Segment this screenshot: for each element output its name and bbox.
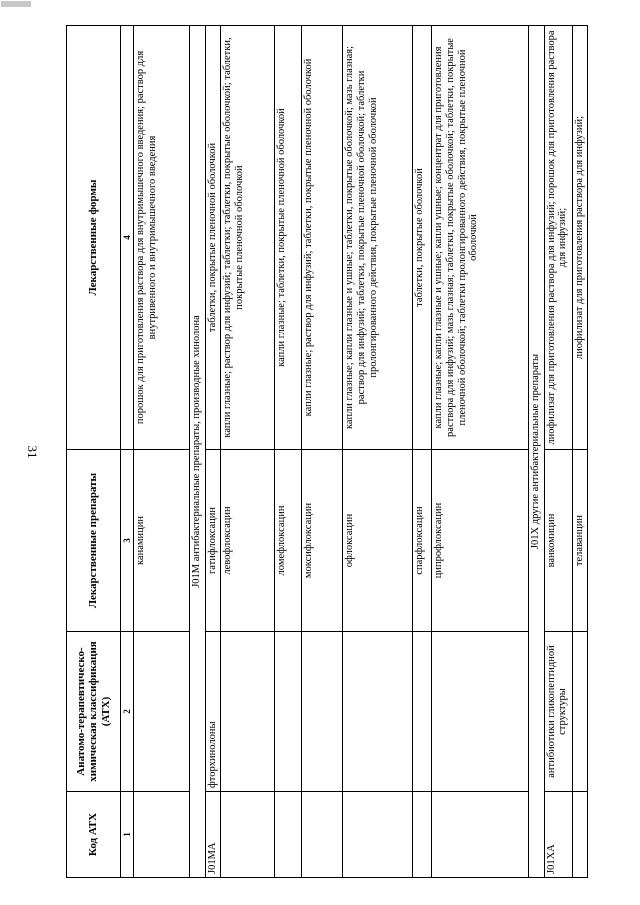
header-classification: Анатомо-терапевтическо-химическая классификация (АТХ) — [67, 632, 121, 792]
form-cell: порошок для приготовления раствора для внутримышечного введения; раствор для внутривенного и внутримышечного введения — [134, 26, 190, 450]
table-row — [134, 26, 190, 878]
table-row — [220, 26, 274, 878]
table-row — [572, 26, 587, 878]
drug-cell: ципрофлоксацин — [432, 450, 529, 632]
code-cell — [343, 792, 413, 878]
form-cell: капли глазные; капли глазные и ушные; таблетки, покрытые оболочкой; мазь глазная; раствор для инфузий; таблетки, покрытые пленочной оболочкой; таблетки пролонгированного действия, покрытые пленочной оболочкой — [343, 26, 413, 450]
section-title: J01M антибактериальные препараты, производные хинолона — [190, 26, 205, 878]
header-row — [67, 26, 121, 878]
drug-cell: спарфлоксацин — [413, 450, 432, 632]
classification-cell — [301, 632, 342, 792]
atc-table — [66, 25, 588, 878]
section-title: J01X другие антибактериальные препараты — [529, 26, 544, 878]
classification-cell: антибиотики гликопептидной структуры — [544, 632, 572, 792]
drug-cell: левофлоксацин — [220, 450, 274, 632]
column-number: 4 — [120, 26, 134, 450]
classification-cell — [134, 632, 190, 792]
page-number: 31 — [25, 445, 40, 459]
drug-cell: офлоксацин — [343, 450, 413, 632]
classification-cell: фторхинолоны — [205, 632, 220, 792]
code-cell — [301, 792, 342, 878]
rotated-page — [66, 26, 588, 878]
classification-cell — [572, 632, 587, 792]
table-row — [413, 26, 432, 878]
form-cell: капли глазные; капли глазные и ушные; капли ушные; концентрат для приготовления раствора для инфузий; мазь глазная; таблетки, покрытые оболочкой; таблетки, покрытые пленочной оболочкой; таблетки пролонгированного действия, покрытые пленочной оболочкой — [432, 26, 529, 450]
drug-cell: телаванцин — [572, 450, 587, 632]
classification-cell — [343, 632, 413, 792]
table-row — [544, 26, 572, 878]
column-number: 1 — [120, 792, 134, 878]
code-cell — [274, 792, 301, 878]
form-cell: капли глазные; раствор для инфузий; таблетки, покрытые пленочной оболочкой — [301, 26, 342, 450]
code-cell — [432, 792, 529, 878]
drug-cell: моксифлоксацин — [301, 450, 342, 632]
table-row — [274, 26, 301, 878]
code-cell: J01MA — [205, 792, 220, 878]
classification-cell — [274, 632, 301, 792]
form-cell: капли глазные; раствор для инфузий; таблетки; таблетки, покрытые оболочкой; таблетки, покрытые пленочной оболочкой — [220, 26, 274, 450]
code-cell — [220, 792, 274, 878]
table-row — [301, 26, 342, 878]
form-cell: лиофилизат для приготовления раствора для инфузий; порошок для приготовления раствора для инфузий; — [544, 26, 572, 450]
column-number: 3 — [120, 450, 134, 632]
column-number: 2 — [120, 632, 134, 792]
section-row-j01x — [529, 26, 544, 878]
drug-cell: канамицин — [134, 450, 190, 632]
form-cell: таблетки, покрытые оболочкой — [413, 26, 432, 450]
drug-cell: ломефлоксацин — [274, 450, 301, 632]
form-cell: лиофилизат для приготовления раствора для инфузий; — [572, 26, 587, 450]
code-cell — [413, 792, 432, 878]
form-cell: капли глазные; таблетки, покрытые пленочной оболочкой — [274, 26, 301, 450]
code-cell: J01XA — [544, 792, 572, 878]
classification-cell — [432, 632, 529, 792]
scan-mark — [1, 1, 31, 7]
code-cell — [134, 792, 190, 878]
form-cell: таблетки, покрытые пленочной оболочкой — [205, 26, 220, 450]
section-row-j01m — [190, 26, 205, 878]
classification-cell — [413, 632, 432, 792]
drug-cell: ванкомицин — [544, 450, 572, 632]
code-cell — [572, 792, 587, 878]
table-row — [432, 26, 529, 878]
drug-cell: гатифлоксацин — [205, 450, 220, 632]
header-forms: Лекарственные формы — [67, 26, 121, 450]
classification-cell — [220, 632, 274, 792]
table-row — [205, 26, 220, 878]
column-number-row — [120, 26, 134, 878]
header-drugs: Лекарственные препараты — [67, 450, 121, 632]
table-row — [343, 26, 413, 878]
header-code: Код АТХ — [67, 792, 121, 878]
